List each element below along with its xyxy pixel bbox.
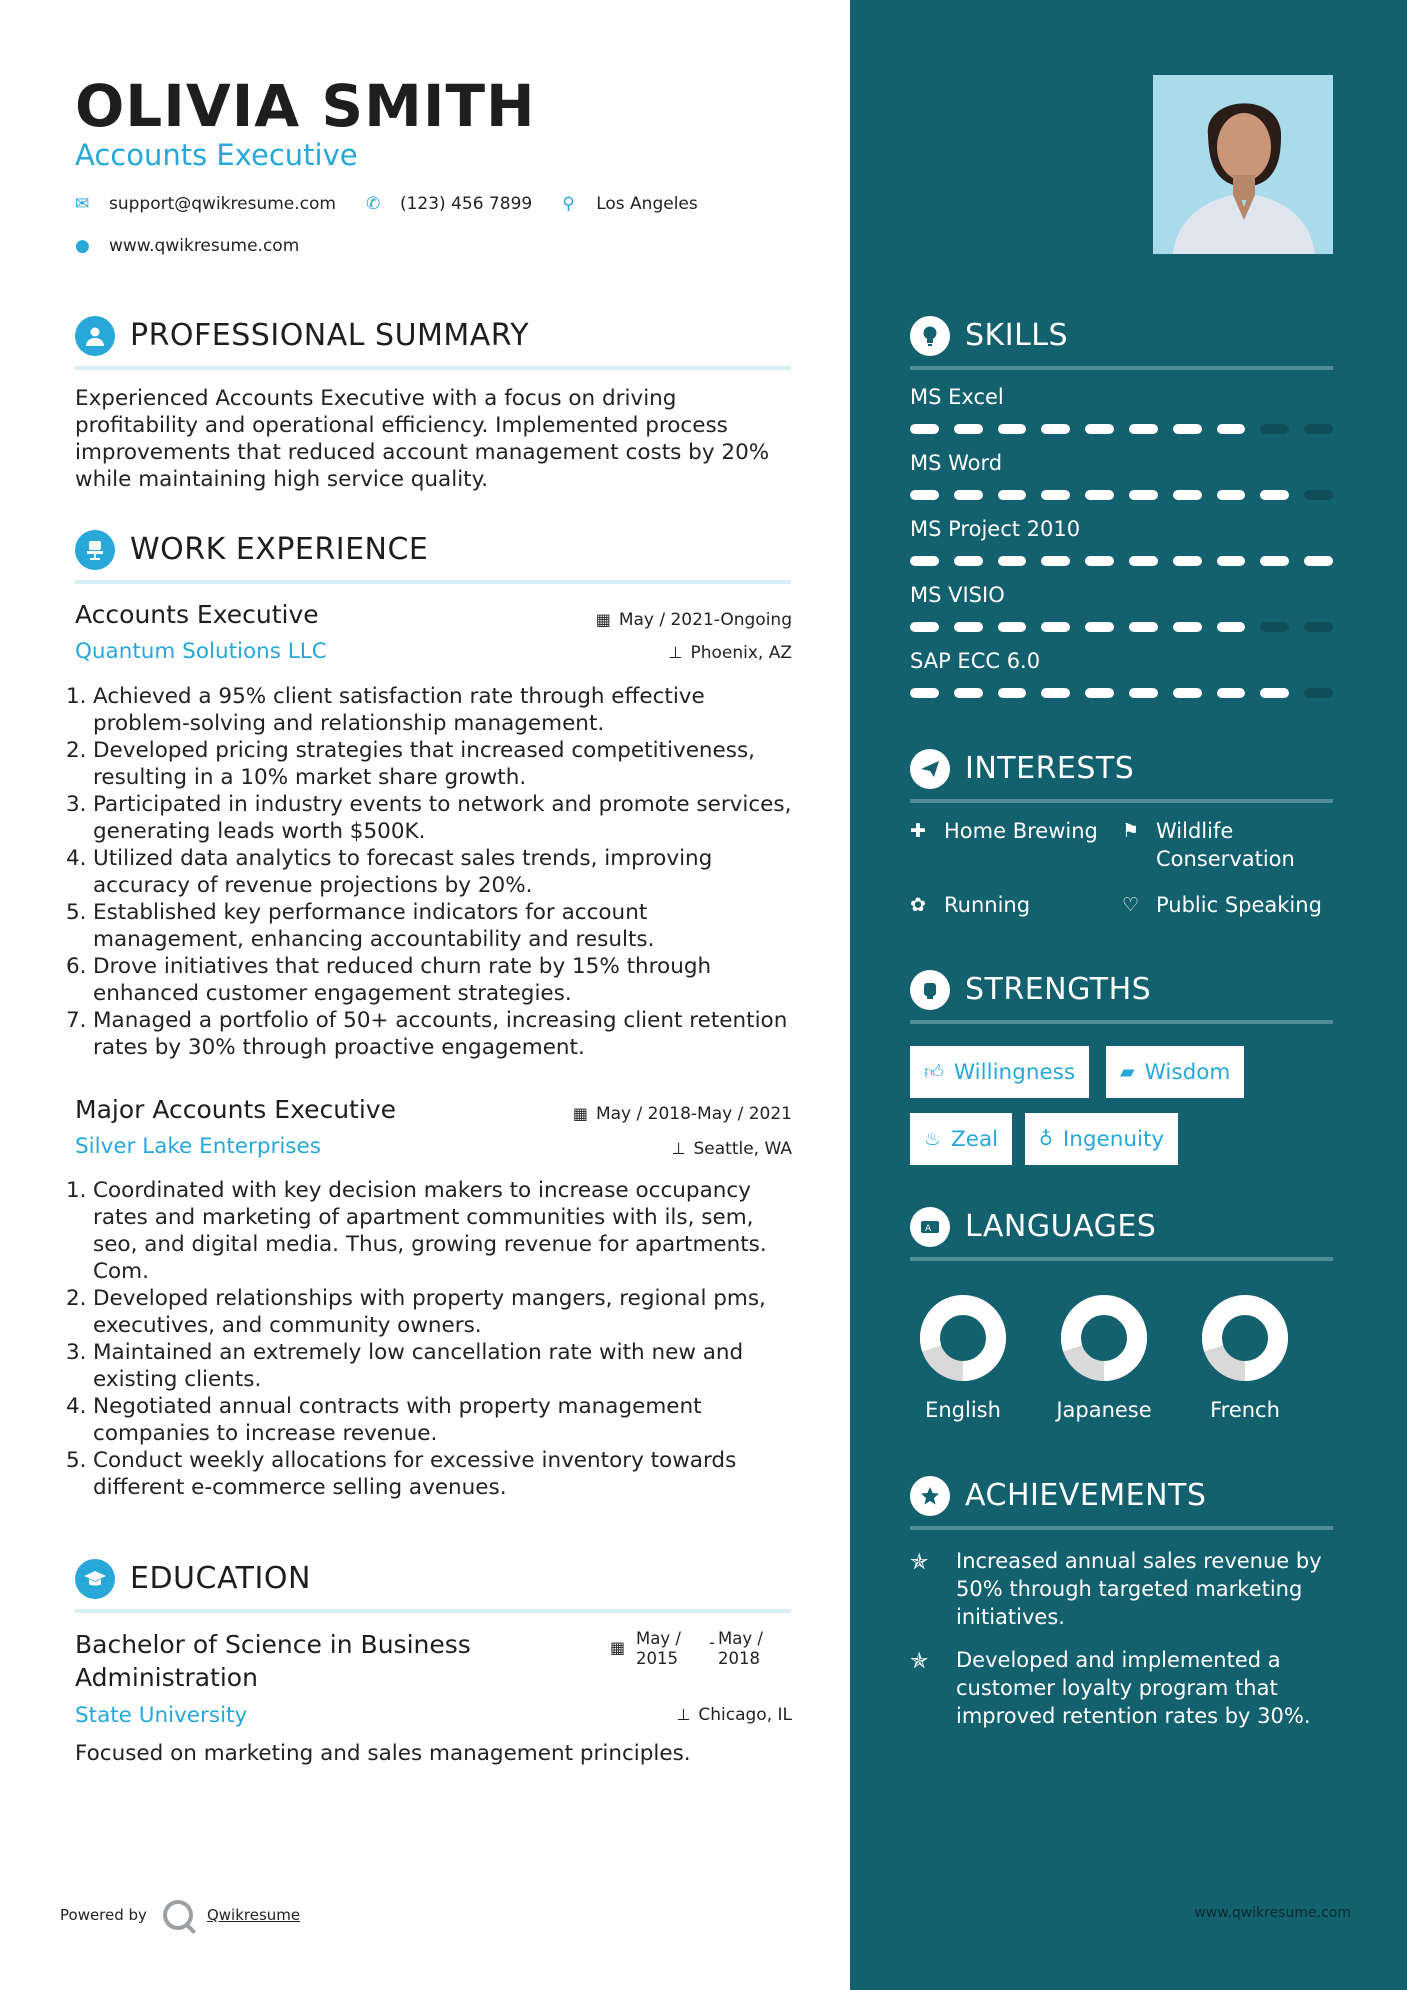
achievement-item bbox=[910, 1547, 1340, 1631]
language-icon bbox=[910, 1207, 950, 1247]
interest-item bbox=[1122, 817, 1312, 873]
edu-date-dash: - bbox=[709, 1633, 715, 1652]
strength-label: Willingness bbox=[953, 1059, 1076, 1085]
skill-name: MS Word bbox=[910, 451, 1003, 475]
skill-segment bbox=[1129, 424, 1158, 434]
list-item: 5. Established key performance indicators for account management, enhancing accountability and results. bbox=[66, 900, 655, 952]
puzzle-icon: ✚ bbox=[910, 820, 926, 842]
book-icon: ▰ bbox=[1120, 1061, 1135, 1083]
achievements-heading bbox=[910, 1472, 1333, 1530]
pushpin-icon: ⊥ bbox=[676, 1705, 691, 1724]
list-item: 2. Developed relationships with property mangers, regional pms, executives, and community owners. bbox=[66, 1286, 766, 1338]
skill-segment bbox=[954, 490, 983, 500]
sidebar bbox=[850, 0, 1407, 1990]
skill-name: MS Excel bbox=[910, 385, 1004, 409]
thumbs-up-icon: 👍︎ bbox=[924, 1060, 944, 1083]
skill-name: MS VISIO bbox=[910, 583, 1005, 607]
skills-heading bbox=[910, 312, 1333, 370]
edu-start-date bbox=[636, 1629, 681, 1669]
skill-segment bbox=[1260, 688, 1289, 698]
skill-level-bar bbox=[910, 490, 1333, 500]
interest-label: Home Brewing bbox=[944, 819, 1098, 843]
achievement-item bbox=[910, 1646, 1340, 1730]
skill-segment bbox=[998, 556, 1027, 566]
list-item: 1. Achieved a 95% client satisfaction rate through effective problem-solving and relationship management. bbox=[66, 684, 705, 736]
skill-segment bbox=[954, 556, 983, 566]
contact-email[interactable]: support@qwikresume.com bbox=[109, 194, 336, 214]
edu-description: Focused on marketing and sales management principles. bbox=[75, 1741, 691, 1766]
user-icon bbox=[75, 316, 115, 356]
experience-title: WORK EXPERIENCE bbox=[130, 532, 429, 567]
skill-segment bbox=[910, 688, 939, 698]
map-pin-icon: ⚲ bbox=[562, 194, 575, 214]
edu-end-month: May / bbox=[718, 1629, 763, 1648]
phone-icon: ✆ bbox=[365, 194, 381, 214]
edu-start-year: 2015 bbox=[636, 1649, 678, 1668]
language-label: French bbox=[1210, 1398, 1280, 1422]
job-date-text: May / 2018-May / 2021 bbox=[595, 1104, 792, 1124]
skill-segment bbox=[1260, 490, 1289, 500]
brand-link[interactable]: Qwikresume bbox=[206, 1906, 301, 1924]
job-location bbox=[669, 643, 792, 663]
edu-start-month: May / bbox=[636, 1629, 681, 1648]
job-location-text: Seattle, WA bbox=[693, 1139, 792, 1159]
skill-segment bbox=[1260, 622, 1289, 632]
job-date-text: May / 2021-Ongoing bbox=[618, 610, 792, 630]
skill-segment bbox=[954, 424, 983, 434]
profile-photo bbox=[1153, 75, 1333, 254]
calendar-icon: ▦ bbox=[572, 1104, 588, 1123]
skill-segment bbox=[1129, 622, 1158, 632]
fist-icon bbox=[910, 970, 950, 1010]
languages-title: LANGUAGES bbox=[965, 1209, 1157, 1244]
strength-chip bbox=[1025, 1113, 1178, 1165]
skill-segment bbox=[1304, 490, 1333, 500]
achievement-text: Increased annual sales revenue by 50% through targeted marketing initiatives. bbox=[956, 1549, 1322, 1629]
contact-location: Los Angeles bbox=[596, 194, 698, 214]
skill-segment bbox=[1085, 424, 1114, 434]
language-ring bbox=[1061, 1295, 1147, 1381]
star-badge-icon: ✯ bbox=[910, 1550, 929, 1575]
lightbulb-icon bbox=[910, 316, 950, 356]
skill-segment bbox=[910, 622, 939, 632]
skill-segment bbox=[998, 490, 1027, 500]
job-location bbox=[672, 1139, 792, 1159]
skill-segment bbox=[1041, 688, 1070, 698]
flag-icon: ⚑ bbox=[1122, 820, 1140, 842]
globe-icon: ● bbox=[75, 236, 90, 256]
skill-segment bbox=[1217, 556, 1246, 566]
list-item: 4. Negotiated annual contracts with property management companies to increase revenue. bbox=[66, 1394, 702, 1446]
skill-segment bbox=[1085, 556, 1114, 566]
strength-label: Wisdom bbox=[1144, 1059, 1231, 1085]
pushpin-icon: ⊥ bbox=[671, 1139, 686, 1158]
skill-level-bar bbox=[910, 622, 1333, 632]
skill-segment bbox=[1260, 424, 1289, 434]
skill-segment bbox=[1085, 688, 1114, 698]
contact-row-web bbox=[75, 236, 329, 256]
calendar-icon: ▦ bbox=[595, 610, 611, 629]
list-item: 4. Utilized data analytics to forecast sales trends, improving accuracy of revenue projections by 20%. bbox=[66, 846, 713, 898]
skill-segment bbox=[1304, 424, 1333, 434]
skill-segment bbox=[954, 688, 983, 698]
skill-segment bbox=[1085, 622, 1114, 632]
edu-location bbox=[676, 1705, 792, 1725]
job-company: Silver Lake Enterprises bbox=[75, 1134, 321, 1159]
interest-item bbox=[910, 891, 1030, 919]
skill-level-bar bbox=[910, 556, 1333, 566]
skill-segment bbox=[1304, 556, 1333, 566]
experience-heading bbox=[75, 526, 791, 584]
skill-segment bbox=[1173, 556, 1202, 566]
education-title: EDUCATION bbox=[130, 1561, 311, 1596]
skills-title: SKILLS bbox=[965, 318, 1069, 353]
strengths-title: STRENGTHS bbox=[965, 972, 1152, 1007]
interest-item bbox=[1122, 891, 1322, 919]
edu-end-date bbox=[718, 1629, 763, 1669]
svg-text:A: A bbox=[925, 1224, 932, 1234]
summary-text: Experienced Accounts Executive with a focus on driving profitability and operational efficiency. Implemented process improvements that reduced account management costs by 20% while maintaining high service quality. bbox=[75, 386, 770, 492]
interests-heading bbox=[910, 745, 1333, 803]
languages-heading bbox=[910, 1203, 1333, 1261]
school-name: State University bbox=[75, 1703, 248, 1728]
strength-chip bbox=[1106, 1046, 1244, 1098]
skill-segment bbox=[1041, 490, 1070, 500]
strength-chip bbox=[910, 1046, 1089, 1098]
paper-plane-icon bbox=[910, 749, 950, 789]
skill-segment bbox=[1085, 490, 1114, 500]
candidate-name: OLIVIA SMITH bbox=[75, 72, 536, 140]
skill-segment bbox=[1217, 490, 1246, 500]
list-item: 3. Maintained an extremely low cancellation rate with new and existing clients. bbox=[66, 1340, 744, 1392]
strengths-heading bbox=[910, 966, 1333, 1024]
skill-segment bbox=[1041, 622, 1070, 632]
skill-segment bbox=[1173, 622, 1202, 632]
skill-segment bbox=[1173, 490, 1202, 500]
language-label: Japanese bbox=[1056, 1398, 1152, 1422]
skill-segment bbox=[1041, 424, 1070, 434]
footer-website[interactable]: www.qwikresume.com bbox=[1194, 1905, 1351, 1921]
degree-title: Bachelor of Science in Business Administration bbox=[75, 1630, 471, 1692]
skill-segment bbox=[1217, 688, 1246, 698]
skill-segment bbox=[910, 556, 939, 566]
skill-segment bbox=[954, 622, 983, 632]
candidate-title: Accounts Executive bbox=[75, 138, 358, 172]
qwikresume-logo-icon bbox=[163, 1900, 193, 1930]
interest-label: Running bbox=[944, 893, 1031, 917]
edu-end-year: 2018 bbox=[718, 1649, 760, 1668]
interest-label: Wildlife Conservation bbox=[1156, 819, 1295, 871]
language-ring bbox=[1202, 1295, 1288, 1381]
achievement-text: Developed and implemented a customer loyalty program that improved retention rates by 30%. bbox=[956, 1648, 1311, 1728]
skill-level-bar bbox=[910, 688, 1333, 698]
list-item: 3. Participated in industry events to network and promote services, generating leads worth $500K. bbox=[66, 792, 792, 844]
paw-icon: ✿ bbox=[910, 894, 926, 916]
contact-phone[interactable]: (123) 456 7899 bbox=[399, 194, 533, 214]
skill-segment bbox=[1304, 688, 1333, 698]
lightbulb-icon: ♁ bbox=[1039, 1128, 1053, 1150]
fire-icon: ♨ bbox=[924, 1128, 942, 1150]
pushpin-icon: ⊥ bbox=[668, 643, 683, 662]
skill-segment bbox=[998, 622, 1027, 632]
job-bullets bbox=[66, 683, 796, 1061]
skill-segment bbox=[910, 424, 939, 434]
powered-by-text: Powered by bbox=[60, 1906, 147, 1924]
skill-segment bbox=[998, 688, 1027, 698]
chair-icon bbox=[75, 530, 115, 570]
skill-segment bbox=[1129, 490, 1158, 500]
language-label: English bbox=[925, 1398, 1001, 1422]
skill-segment bbox=[910, 490, 939, 500]
list-item: 1. Coordinated with key decision makers to increase occupancy rates and marketing of apartment communities with ils, sem, seo, and digital media. Thus, growing revenue for apartments. Com. bbox=[66, 1178, 767, 1284]
list-item: 7. Managed a portfolio of 50+ accounts, increasing client retention rates by 30% through proactive engagement. bbox=[66, 1008, 788, 1060]
skill-name: MS Project 2010 bbox=[910, 517, 1081, 541]
job-company: Quantum Solutions LLC bbox=[75, 639, 327, 664]
interest-label: Public Speaking bbox=[1156, 893, 1322, 917]
language-ring bbox=[920, 1295, 1006, 1381]
skill-segment bbox=[1260, 556, 1289, 566]
job-title: Major Accounts Executive bbox=[75, 1095, 396, 1124]
skill-segment bbox=[1173, 424, 1202, 434]
summary-title: PROFESSIONAL SUMMARY bbox=[130, 318, 530, 353]
job-date bbox=[596, 610, 792, 630]
envelope-icon: ✉ bbox=[75, 194, 90, 214]
skill-segment bbox=[1173, 688, 1202, 698]
skill-segment bbox=[1217, 622, 1246, 632]
powered-by bbox=[60, 1900, 300, 1930]
education-heading bbox=[75, 1555, 791, 1613]
job-title: Accounts Executive bbox=[75, 600, 319, 629]
interests-title: INTERESTS bbox=[965, 751, 1135, 786]
summary-heading bbox=[75, 312, 791, 370]
skill-segment bbox=[998, 424, 1027, 434]
skill-segment bbox=[1304, 622, 1333, 632]
achievements-title: ACHIEVEMENTS bbox=[965, 1478, 1207, 1513]
list-item: 6. Drove initiatives that reduced churn rate by 15% through enhanced customer engagement strategies. bbox=[66, 954, 712, 1006]
graduation-cap-icon bbox=[75, 1559, 115, 1599]
skill-segment bbox=[1129, 688, 1158, 698]
job-date bbox=[573, 1104, 792, 1124]
heartbeat-icon: ♡ bbox=[1122, 894, 1140, 916]
contact-row bbox=[75, 194, 728, 214]
job-location-text: Phoenix, AZ bbox=[690, 643, 792, 663]
job-bullets bbox=[66, 1177, 796, 1501]
interest-item bbox=[910, 817, 1098, 845]
list-item: 2. Developed pricing strategies that increased competitiveness, resulting in a 10% market share growth. bbox=[66, 738, 756, 790]
star-icon bbox=[910, 1476, 950, 1516]
calendar-icon: ▦ bbox=[610, 1638, 626, 1657]
contact-website[interactable]: www.qwikresume.com bbox=[109, 236, 300, 256]
strength-chip bbox=[910, 1113, 1012, 1165]
strength-label: Zeal bbox=[951, 1126, 999, 1152]
skill-level-bar bbox=[910, 424, 1333, 434]
skill-segment bbox=[1129, 556, 1158, 566]
skill-segment bbox=[1217, 424, 1246, 434]
skill-name: SAP ECC 6.0 bbox=[910, 649, 1041, 673]
edu-location-text: Chicago, IL bbox=[698, 1705, 792, 1725]
list-item: 5. Conduct weekly allocations for excessive inventory towards different e-commerce selling avenues. bbox=[66, 1448, 737, 1500]
star-badge-icon: ✯ bbox=[910, 1649, 929, 1674]
skill-segment bbox=[1041, 556, 1070, 566]
strength-label: Ingenuity bbox=[1062, 1126, 1165, 1152]
